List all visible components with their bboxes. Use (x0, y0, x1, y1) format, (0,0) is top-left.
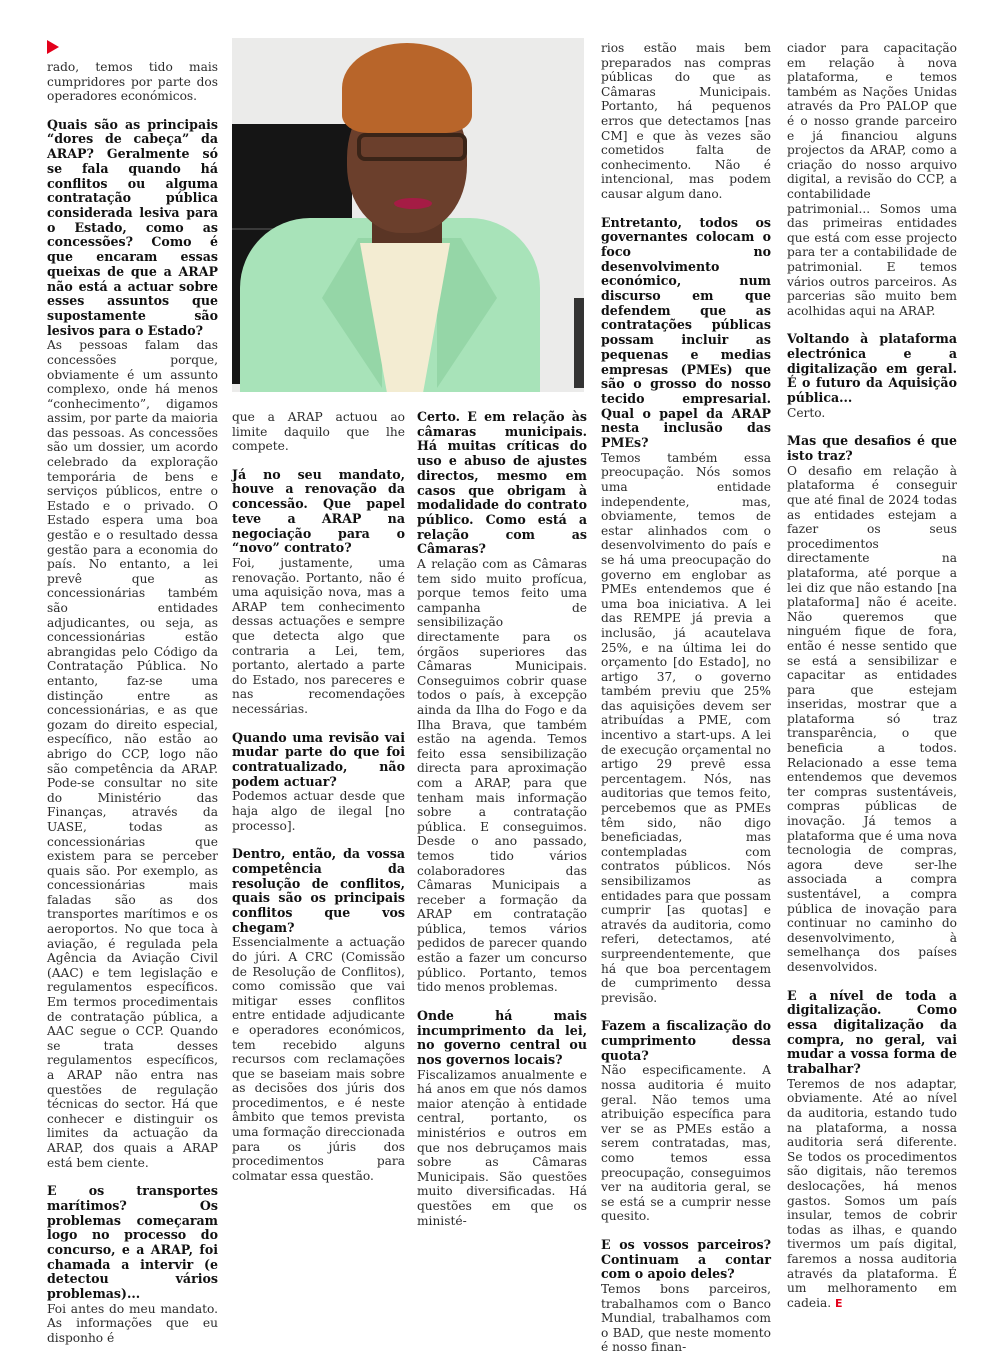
paragraph: rado, temos tido mais cumpridores por parte dos operadores económicos. (47, 60, 218, 104)
lips (394, 198, 432, 209)
paragraph: rios estão mais bem preparados nas compras públicas do que as Câmaras Municipais. Portanto, há pequenos erros que detectamos [nas CM] e que às vezes são cometidos falta de conhecimento. Não é intencional, mas podem causar algum dano. (601, 41, 771, 201)
article-column-1 (47, 60, 218, 1346)
hair (342, 43, 472, 133)
interview-question: Fazem a fiscalização do cumprimento dessa quota? (601, 1018, 771, 1063)
interview-answer: Foi, justamente, uma renovação. Portanto, não é uma aquisição nova, mas a ARAP tem conhecimento dessas actuações e sempre que detecta algo que contraria a Lei, tem, portanto, alertado a parte do Estado, nos pareceres e nas recomendações necessárias. (232, 556, 405, 716)
interview-answer: Foi antes do meu mandato. As informações que eu disponho é (47, 1301, 218, 1345)
continuation-triangle-icon (47, 40, 59, 54)
paragraph: que a ARAP actuou ao limite daquilo que lhe compete. (232, 410, 405, 454)
interview-question: Voltando à plataforma electrónica e a digitalização em geral. É o futuro da Aquisição pública... (787, 331, 957, 406)
interview-answer: Temos também essa preocupação. Nós somos uma entidade independente, mas, obviamente, temos de estar alinhados com o desenvolvimento do país e se há uma preocupação do governo em englobar as PMEs entendemos que é uma boa iniciativa. A lei das REMPE já previa a inclusão, já acautelava 25%, e na última lei do orçamento [do Estado], no artigo 37, o governo também previu que 25% das aquisições devem ser atribuídas a PME, com incentivo a start-ups. A lei de execução orçamental no artigo 29 prevê essa percentagem. Nós, nas auditorias que temos feito, percebemos que as PMEs têm sido, não digo beneficiadas, mas contempladas com contratos públicos. Nós sensibilizamos as entidades para que possam cumprir [as quotas] e através da auditoria, como referi, detectamos, até surpreendentemente, que há que boa percentagem de cumprimento dessa previsão. (601, 450, 771, 1005)
interview-answer: O desafio em relação à plataforma é conseguir que até final de 2024 todas as entidades estejam a fazer os seus procedimentos directamente na plataforma, até porque a lei diz que não estando [na plataforma] não é aceite. Não queremos que ninguém fique de fora, então é nesse sentido que se está a sensibilizar e capacitar as entidades para que estejam inseridas, mostrar que a plataforma só traz transparência, o que beneficia a todos. Relacionado a esse tema entendemos que devemos ter compras sustentáveis, compras públicas de inovação. Já temos a plataforma que é uma nova tecnologia de compras, agora deve ser-lhe associada a compra sustentável, a compra pública de inovação para continuar no caminho do desenvolvimento, à semelhança dos países desenvolvidos. (787, 463, 957, 974)
interview-answer: A relação com as Câmaras tem sido muito profícua, porque temos feito uma campanha de sensibilização directamente para os órgãos superiores das Câmaras Municipais. Conseguimos cobrir quase todos o país, à excepção ainda da Ilha do Fogo e da Ilha Brava, que também estão na agenda. Temos feito essa sensibilização directa para aproximação com a ARAP, para que tenham mais informação sobre a contratação pública. E conseguimos. Desde o ano passado, temos tido vários colaboradores das Câmaras Municipais a receber a formação da ARAP em contratação pública, temos vários pedidos de parecer quando estão a fazer um concurso público. Portanto, temos tido menos problemas. (417, 557, 587, 995)
shelf (574, 298, 584, 388)
interview-question: Quais são as principais “dores de cabeça” da ARAP? Geralmente só se fala quando há conflitos ou alguma contratação pública considerada lesiva para o Estado, como as concessões? Como é que encaram essas queixas de que a ARAP não está a actuar sobre esses assuntos que supostamente são lesivos para o Estado? (47, 116, 218, 338)
article-column-3 (417, 410, 587, 1228)
interview-answer: Não especificamente. A nossa auditoria é muito geral. Não temos uma atribuição específica para ver se as PMEs estão a serem contratadas, mas, como temos essa preocupação, conseguimos ver na auditoria geral, se se está se a cumprir nesse quesito. (601, 1063, 771, 1224)
article-column-4 (601, 41, 771, 1355)
article-column-2 (232, 410, 405, 1183)
interview-question: Entretanto, todos os governantes colocam o foco no desenvolvimento económico, num discurso em que defendem que as contratações públicas possam incluir as pequenas e medias empresas (PMEs) que são o grosso do nosso tecido empresarial. Qual o papel da ARAP nesta inclusão das PMEs? (601, 214, 771, 451)
interview-answer: Podemos actuar desde que haja algo de ilegal [no processo]. (232, 789, 405, 833)
interview-question: Certo. E em relação às câmaras municipais. Há muitas críticas do uso e abuso de ajustes directos, mesmo em casos que obrigam à modalidade do contrato público. Como está a relação com as Câmaras? (417, 409, 587, 557)
article-column-5 (787, 41, 957, 1311)
interview-question: Já no seu mandato, houve a renovação da concessão. Que papel teve a ARAP na negociação para o “novo” contrato? (232, 466, 405, 556)
interview-answer: Certo. (787, 405, 826, 420)
interview-question: E os vossos parceiros? Continuam a contar com o apoio deles? (601, 1236, 771, 1282)
interview-question: Quando uma revisão vai mudar parte do que foi contratualizado, não podem actuar? (232, 729, 405, 789)
interviewee-photo (232, 38, 584, 392)
interview-question: Mas que desafios é que isto traz? (787, 433, 957, 464)
answer-text: Teremos de nos adaptar, obviamente. Até ao nível da auditoria, estando tudo na plataforma, a nossa auditoria será diferente. Se todos os procedimentos são digitais, não teremos deslocações, há menos gastos. Somos um país insular, temos de cobrir todas as ilhas, e quando tivermos um país digital, faremos a nossa auditoria através da plataforma. É um melhoramento em cadeia. (787, 1076, 957, 1310)
interview-question: E a nível de toda a digitalização. Como essa digitalização da compra, no geral, vai mudar a vossa forma de trabalhar? (787, 987, 957, 1077)
end-of-article-icon: E (835, 1296, 843, 1310)
interview-answer: Essencialmente a actuação do júri. A CRC (Comissão de Resolução de Conflitos), como comissão que vai mitigar esses conflitos entre entidade adjudicante e operadores económicos, tem recebido alguns recursos com reclamações que se baseiam mais sobre as decisões dos júris dos procedimentos, e é neste âmbito que temos prevista uma formação direccionada para os júris dos procedimentos para colmatar essa questão. (232, 935, 405, 1183)
glasses (357, 133, 467, 161)
interview-question: Dentro, então, da vossa competência da resolução de conflitos, quais são os principais conflitos que vos chegam? (232, 846, 405, 935)
interview-answer (787, 1077, 957, 1312)
interview-question: Onde há mais incumprimento da lei, no governo central ou nos governos locais? (417, 1007, 587, 1067)
interview-answer: As pessoas falam das concessões porque, obviamente é um assunto complexo, onde há menos “conhecimento”, digamos assim, por parte da maioria das pessoas. As concessões são um dossier, um acordo celebrado da exploração temporária de bens e serviços públicos, entre o Estado e o privado. O Estado espera uma boa gestão e o resultado dessa gestão para a economia do país. No entanto, a lei prevê que as concessionárias também são entidades adjudicantes, ou seja, as concessionárias estão abrangidas pelo Código da Contratação Pública. No entanto, faz-se uma distinção entre as concessionárias, e as que gozam do direito especial, específico, não estão ao abrigo do CCP, logo não são competência da ARAP. Pode-se consultar no site do Ministério das Finanças, através da UASE, todas as concessionárias que existem para se perceber quais são. Por exemplo, as concessionárias mais faladas são as dos transportes marítimos e os aeroportos. No que toca à aviação, é regulada pela Agência da Aviação Civil (AAC) e tem legislação e regulamentos específicos. Em termos procedimentais de contratação pública, a AAC segue o CCP. Quando se trata desses regulamentos específicos, a ARAP não entra nas questões de regulação técnicas do sector. Há que conhecer e distinguir os limites da actuação da ARAP, dos quais a ARAP está bem ciente. (47, 338, 218, 1170)
paragraph: ciador para capacitação em relação à nova plataforma, e temos também as Nações Unidas através da Pro PALOP que é o nosso grande parceiro e já financiou alguns projectos da ARAP, como a criação do nosso arquivo digital, a revisão do CCP, a contabilidade patrimonial... Somos uma das primeiras entidades que está com esse projecto para ter a contabilidade de patrimonial. E temos vários outros parceiros. As parcerias são muito bem acolhidas aqui na ARAP. (787, 41, 957, 318)
interview-answer: Temos bons parceiros, trabalhamos com o Banco Mundial, trabalhamos com o BAD, que neste momento é nosso finan- (601, 1282, 771, 1355)
interview-question: E os transportes marítimos? Os problemas começaram logo no processo do concurso, e a ARAP, foi chamada a intervir (e detectou vários problemas)... (47, 1183, 218, 1302)
interview-answer: Fiscalizamos anualmente e há anos em que nós damos maior atenção à entidade central, portanto, os ministérios e outros em que nos debruçamos mais sobre as Câmaras Municipais. São questões muito diversificadas. Há questões em que os ministé- (417, 1067, 587, 1228)
